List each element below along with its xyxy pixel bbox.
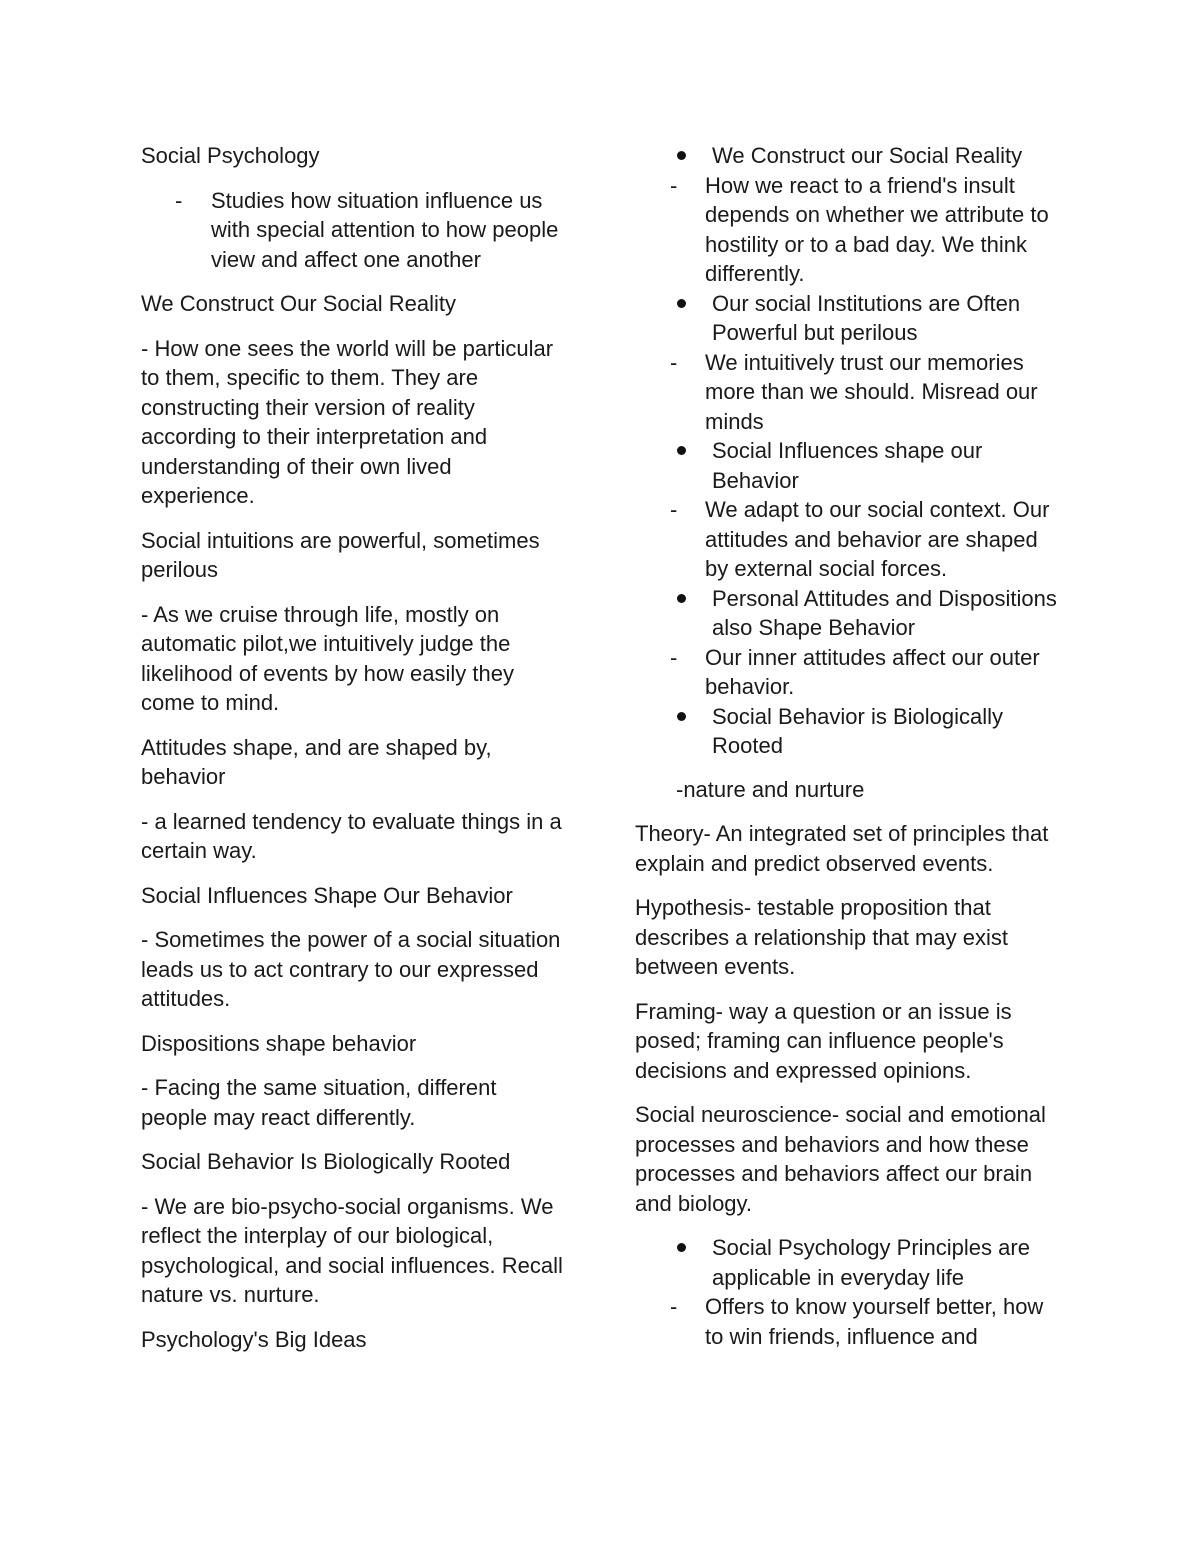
bullet-dot — [677, 299, 686, 308]
title-definition — [141, 186, 566, 275]
bullet-dot — [677, 151, 686, 160]
section-body: - a learned tendency to evaluate things in a certain way. — [141, 808, 562, 863]
section-heading: Social Behavior Is Biologically Rooted — [141, 1149, 511, 1174]
bullet-text: We Construct our Social Reality — [712, 143, 1023, 168]
bullet-dot — [677, 712, 686, 721]
section-heading: Social intuitions are powerful, sometimes perilous — [141, 527, 540, 582]
bullet-item — [635, 289, 1060, 348]
bullet-item — [635, 1233, 1060, 1292]
bullet-text: Social Behavior is Biologically Rooted — [712, 703, 1004, 758]
right-column — [635, 141, 1060, 1351]
section-body: - How one sees the world will be particular to them, specific to them. They are constructing their version of reality according to their interpretation and understanding of their own lived experience. — [141, 335, 554, 508]
section-body: - Facing the same situation, different people may react differently. — [141, 1075, 497, 1130]
dash-text: How we react to a friend's insult depends on whether we attribute to hostility or to a bad day. We think differently. — [705, 172, 1049, 286]
section-heading: Dispositions shape behavior — [141, 1030, 417, 1056]
bullet-text: Social Influences shape our Behavior — [712, 438, 983, 493]
bullet-text: Personal Attitudes and Dispositions also Shape Behavior — [712, 585, 1057, 640]
definition-theory: Theory- An integrated set of principles that explain and predict observed events. — [635, 821, 1049, 876]
dash-item — [635, 1292, 1060, 1351]
definition-social-neuroscience: Social neuroscience- social and emotional processes and behaviors and how these processes and behaviors affect our brain and biology. — [635, 1102, 1046, 1216]
bullet-item — [635, 702, 1060, 761]
section-body: - Sometimes the power of a social situation leads us to act contrary to our expressed attitudes. — [141, 927, 561, 1011]
bullet-item — [635, 436, 1060, 495]
dash-marker: - — [670, 497, 678, 522]
dash-marker: - — [175, 187, 183, 213]
definition-text: Studies how situation influence us with special attention to how people view and affect one another — [211, 187, 559, 272]
section-heading: Social Influences Shape Our Behavior — [141, 882, 513, 908]
dash-marker: - — [670, 349, 678, 375]
dash-text: We adapt to our social context. Our attitudes and behavior are shaped by external social forces. — [705, 497, 1050, 581]
bullet-item — [635, 584, 1060, 643]
dash-item — [635, 643, 1060, 702]
dash-marker: - — [670, 1294, 678, 1319]
dash-item — [635, 171, 1060, 289]
definition-framing: Framing- way a question or an issue is posed; framing can influence people's decisions and expressed opinions. — [635, 998, 1012, 1083]
dash-text: Offers to know yourself better, how to win friends, influence and — [705, 1294, 1044, 1349]
bullet-dot — [677, 446, 686, 455]
dash-item — [635, 348, 1060, 437]
section-body: - As we cruise through life, mostly on automatic pilot,we intuitively judge the likelihood of events by how easily they come to mind. — [141, 601, 514, 715]
page-title: Social Psychology — [141, 143, 320, 168]
section-body: - We are bio-psycho-social organisms. We reflect the interplay of our biological, psychological, and social influences. Recall nature vs. nurture. — [141, 1193, 563, 1307]
section-heading: Attitudes shape, and are shaped by, behavior — [141, 734, 492, 789]
dash-text: We intuitively trust our memories more than we should. Misread our minds — [705, 349, 1038, 434]
dash-text: Our inner attitudes affect our outer behavior. — [705, 644, 1040, 699]
closing-heading: Psychology's Big Ideas — [141, 1326, 367, 1352]
bullet-text: Social Psychology Principles are applicable in everyday life — [712, 1235, 1030, 1290]
definition-hypothesis: Hypothesis- testable proposition that describes a relationship that may exist between events. — [635, 895, 1008, 979]
dash-marker: - — [670, 172, 678, 198]
section-heading: We Construct Our Social Reality — [141, 291, 457, 316]
bullet-dot — [677, 594, 686, 603]
nature-note: -nature and nurture — [676, 776, 865, 802]
bullet-item — [635, 141, 1060, 171]
bullet-dot — [677, 1243, 686, 1252]
left-column — [141, 141, 566, 1369]
dash-marker: - — [670, 644, 678, 670]
dash-item — [635, 495, 1060, 584]
bullet-text: Our social Institutions are Often Powerful but perilous — [712, 290, 1021, 345]
